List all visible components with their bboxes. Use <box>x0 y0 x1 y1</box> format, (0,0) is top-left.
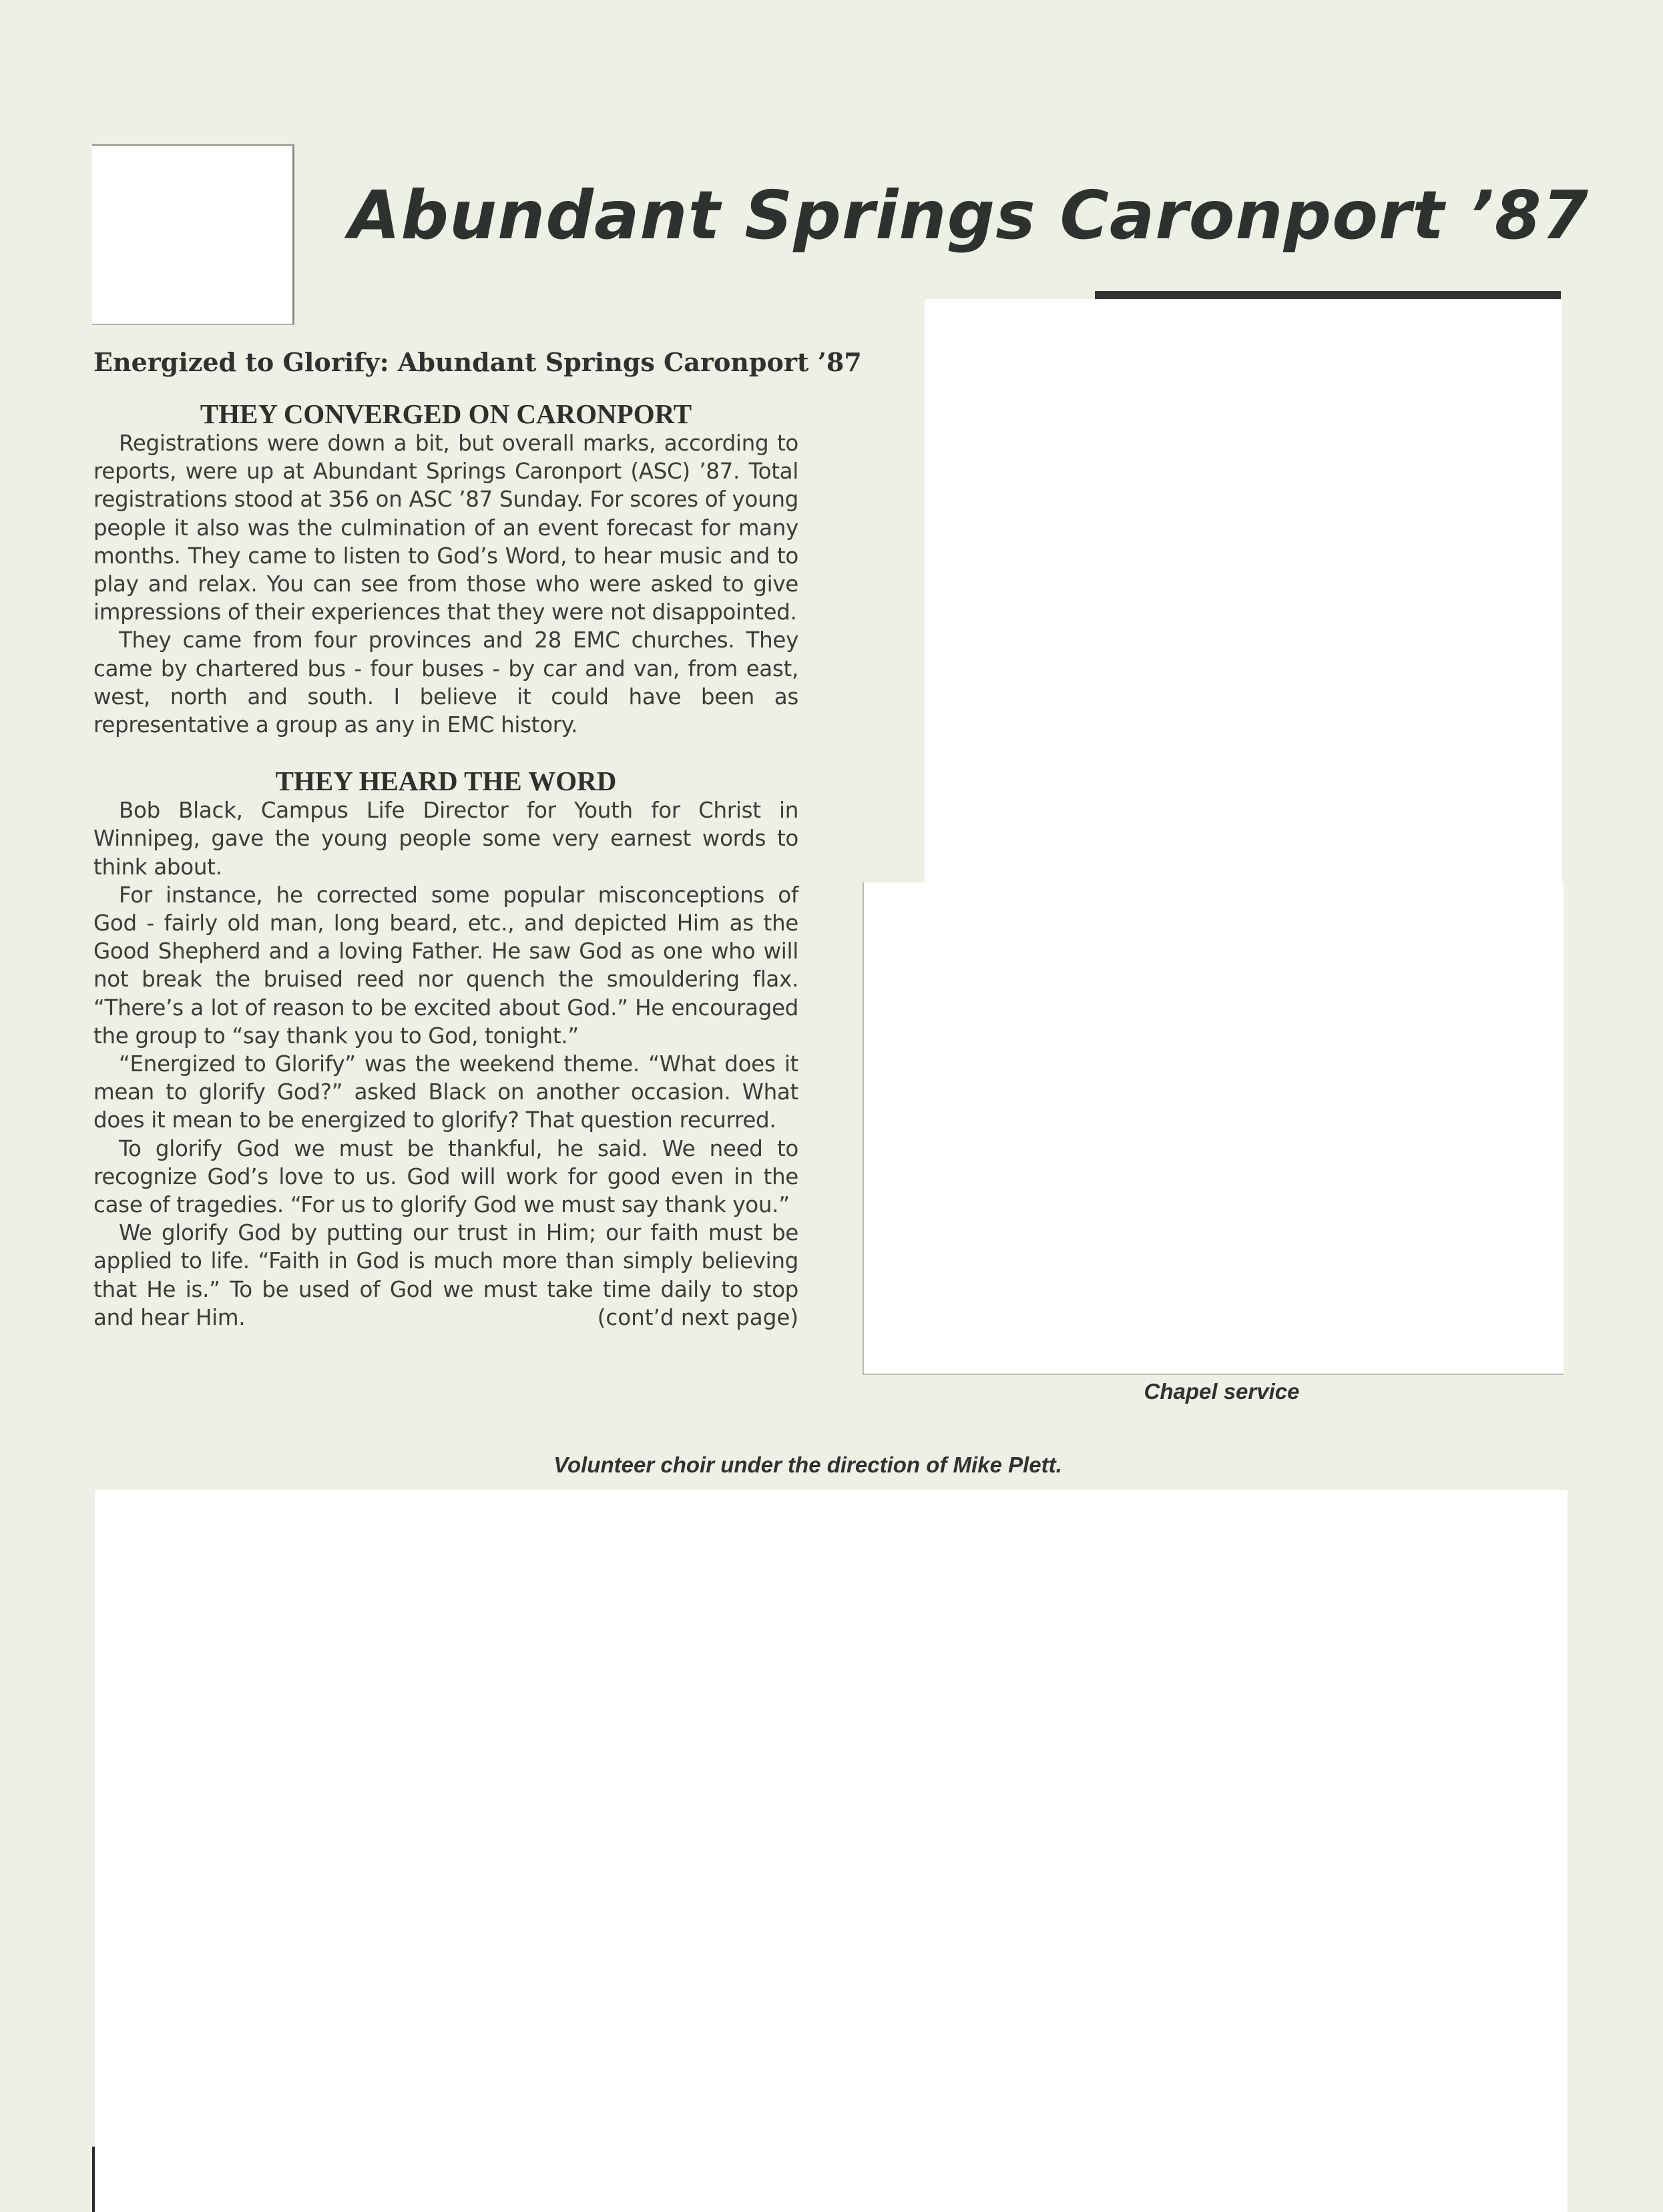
photo-placeholder-top-left <box>92 144 294 325</box>
masthead-title: Abundant Springs Caronport ’87 <box>348 176 1589 254</box>
paragraph: We glorify God by putting our trust in Him; our faith must be applied to life. “Faith in God is much more than simply believing that He is.” To be used of God we must take time daily to stop and hear Him. <box>93 1220 798 1330</box>
section-heading: THEY CONVERGED ON CARONPORT <box>200 398 692 429</box>
paragraph: To glorify God we must be thankful, he said. We need to recognize God’s love to us. God will work for good even in the case of tragedies. “For us to glorify God we must say thank you.” <box>93 1135 798 1218</box>
chapel-photo <box>863 882 1564 1375</box>
section-heading: THEY HEARD THE WORD <box>275 766 617 797</box>
choir-caption: Volunteer choir under the direction of Mike Plett. <box>553 1452 1062 1477</box>
paragraph: For instance, he corrected some popular misconceptions of God - fairly old man, long beard, etc., and depicted Him as the Good Shepherd and a loving Father. He saw God as one who will not break the bruised reed nor quench the smouldering flax. “There’s a lot of reason to be excited about God.” He encouraged the group to “say thank you to God, tonight.” <box>93 882 798 1049</box>
article-title: Energized to Glorify: Abundant Springs Caronport ’87 <box>93 347 862 377</box>
chapel-caption: Chapel service <box>1144 1379 1300 1404</box>
final-paragraph-wrap <box>93 1219 798 1332</box>
paragraph: Bob Black, Campus Life Director for Youth for Christ in Winnipeg, gave the young people some very earnest words to think about. <box>93 798 798 880</box>
paragraph: They came from four provinces and 28 EMC churches. They came by chartered bus - four buses - by car and van, from east, west, north and south. I believe it could have been as representative a group as any in EMC history. <box>93 627 798 738</box>
paragraph: Registrations were down a bit, but overall marks, according to reports, were up at Abundant Springs Caronport (ASC) ’87. Total registrations stood at 356 on ASC ’87 Sunday. For scores of young people it also was the culmination of an event forecast for many months. They came to listen to God’s Word, to hear music and to play and relax. You can see from those who were asked to give impressions of their experiences that they were not disappointed. <box>93 431 798 625</box>
choir-photo <box>95 1490 1568 2212</box>
edge-mark <box>92 2147 95 2212</box>
article <box>93 347 862 1332</box>
photo-placeholder-right-top <box>925 299 1562 885</box>
continued-note: (cont’d next page) <box>597 1304 798 1330</box>
paragraph: “Energized to Glorify” was the weekend theme. “What does it mean to glorify God?” asked Black on another occasion. What does it mean to be energized to glorify? That question recurred. <box>93 1051 798 1133</box>
masthead-rule <box>1095 291 1561 299</box>
